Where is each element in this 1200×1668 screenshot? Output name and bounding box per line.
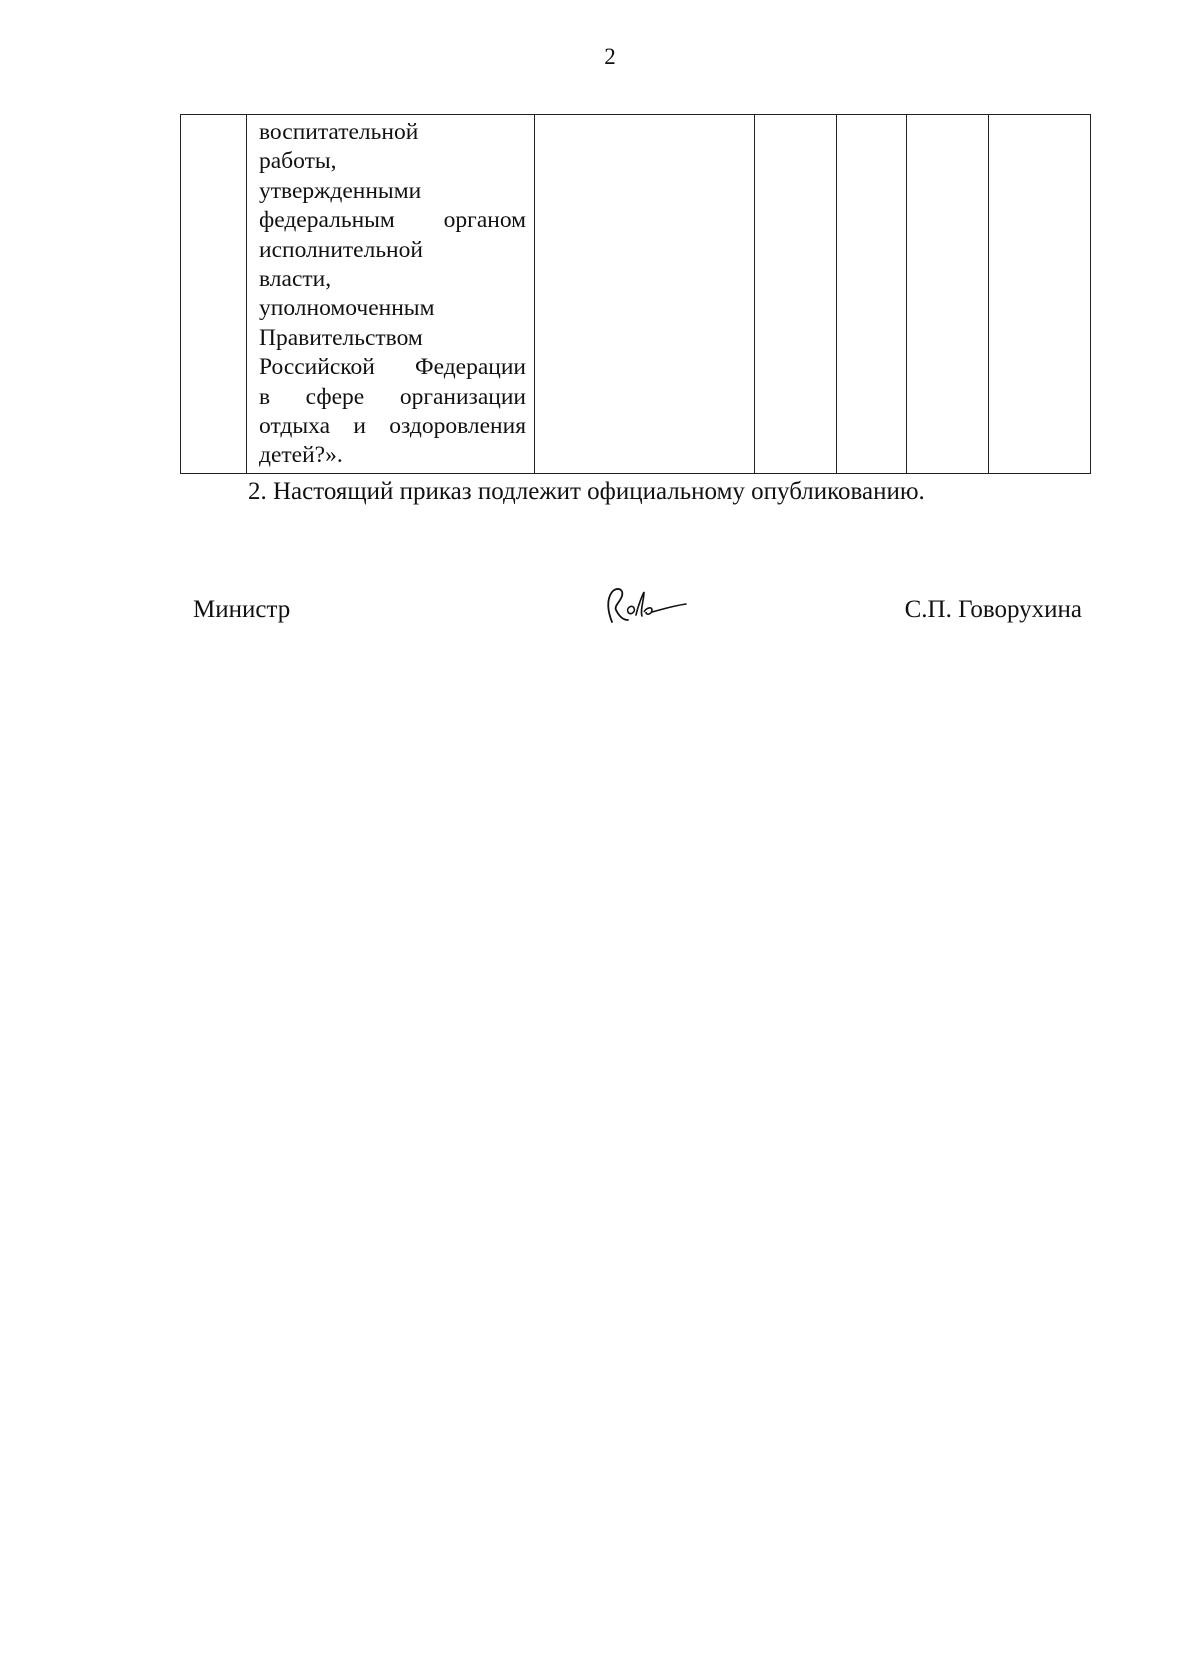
question-line: власти, (259, 266, 332, 293)
question-line: федеральным органом (259, 207, 526, 234)
table-cell-question (247, 115, 535, 474)
table-cell-empty (989, 115, 1091, 474)
table-row (181, 115, 1091, 474)
table-cell-empty (837, 115, 907, 474)
question-line: Российской Федерации (259, 354, 526, 381)
question-line: работы, (259, 148, 337, 175)
question-line: отдыха и оздоровления (259, 413, 526, 440)
question-line: воспитательной (259, 119, 419, 145)
signatory-name: С.П. Говорухина (904, 596, 1082, 623)
continuation-table (180, 114, 1091, 474)
signatory-title: Министр (193, 596, 291, 623)
table-cell-empty (755, 115, 837, 474)
table-cell-empty (535, 115, 755, 474)
question-line: исполнительной (259, 236, 423, 263)
question-text (247, 115, 534, 471)
table-cell-empty (907, 115, 989, 474)
question-line: в сфере организации (259, 383, 526, 410)
handwritten-signature (598, 582, 690, 632)
page-number: 2 (604, 44, 616, 69)
question-line: детей?». (259, 442, 343, 469)
question-line: уполномоченным (259, 295, 435, 322)
question-line: утвержденными (259, 177, 422, 204)
publication-paragraph: 2. Настоящий приказ подлежит официальному опубликованию. (248, 478, 925, 505)
table-cell-number (181, 115, 247, 474)
question-line: Правительством (259, 324, 423, 351)
